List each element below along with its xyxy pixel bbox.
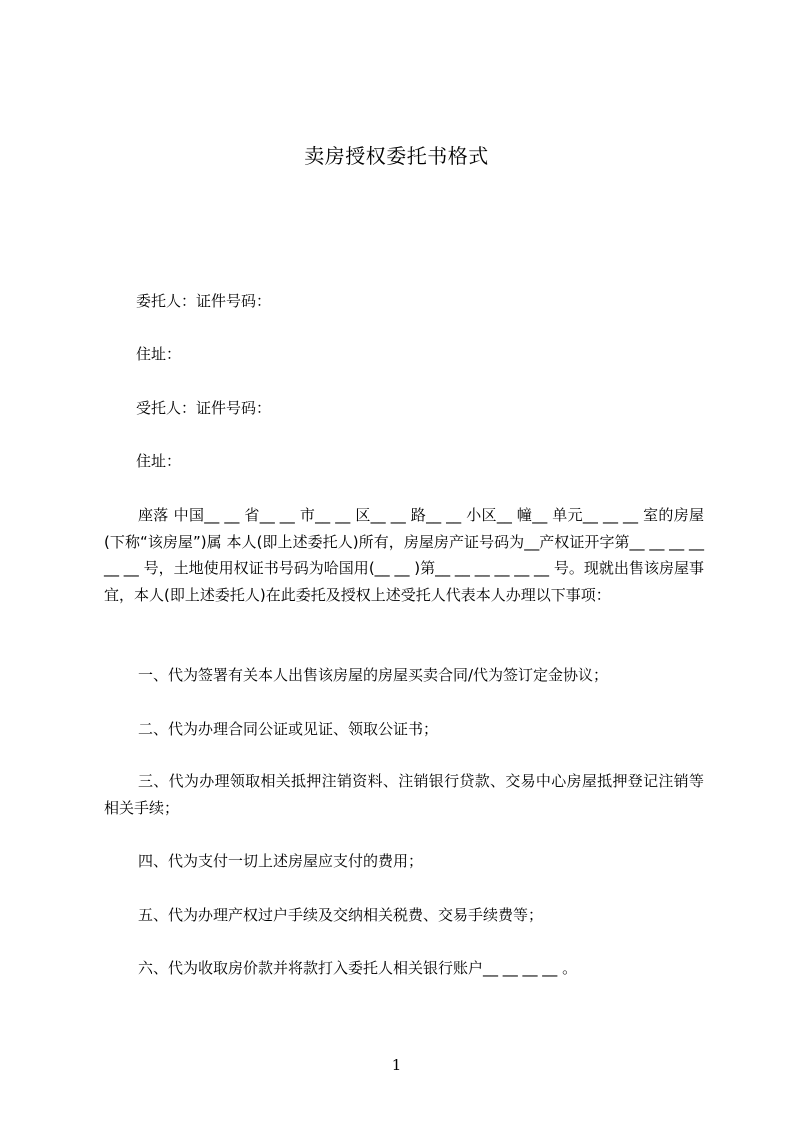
property-description-paragraph: 座落 中国__ __ 省__ __ 市__ __ 区__ __ 路__ __ 小区__ 幢__ 单元__ __ __ 室的房屋(下称“该房屋”)属 本人(即上述委托人)所有，房屋房产证号码为__产权证开字第__ __ __ __ __ __ 号，土地使用权证书号码为哈国用(__ __ )第__ __ __ __ __ __ 号。现就出售该房屋事宜，本人(即上述委托人)在此委托及授权上述受托人代表本人办理以下事项： <box>104 506 704 604</box>
principal-id-line: 委托人：证件号码： <box>136 292 272 310</box>
agent-id-line: 受托人：证件号码： <box>136 399 272 417</box>
authorized-item-3: 三、代为办理领取相关抵押注销资料、注销银行贷款、交易中心房屋抵押登记注销等相关手续； <box>104 772 704 817</box>
authorized-item-2: 二、代为办理合同公证或见证、领取公证书； <box>138 720 439 738</box>
authorized-item-3-block <box>104 768 704 821</box>
property-description-block <box>104 502 704 608</box>
authorized-item-1-block <box>104 662 704 689</box>
authorized-item-6-block <box>104 955 704 982</box>
authorized-item-6: 六、代为收取房价款并将款打入委托人相关银行账户__ __ __ __ 。 <box>138 959 578 977</box>
authorized-item-2-block <box>104 716 704 743</box>
authorized-item-5: 五、代为办理产权过户手续及交纳相关税费、交易手续费等； <box>138 906 544 924</box>
principal-address-line: 住址： <box>136 345 182 363</box>
agent-address-line: 住址： <box>136 452 182 470</box>
authorized-item-1: 一、代为签署有关本人出售该房屋的房屋买卖合同/代为签订定金协议； <box>138 666 609 684</box>
document-title: 卖房授权委托书格式 <box>304 144 489 168</box>
authorized-item-5-block <box>104 902 704 929</box>
authorized-item-4: 四、代为支付一切上述房屋应支付的费用； <box>138 852 424 870</box>
authorized-item-4-block <box>104 848 704 875</box>
page-number: 1 <box>391 1056 402 1074</box>
